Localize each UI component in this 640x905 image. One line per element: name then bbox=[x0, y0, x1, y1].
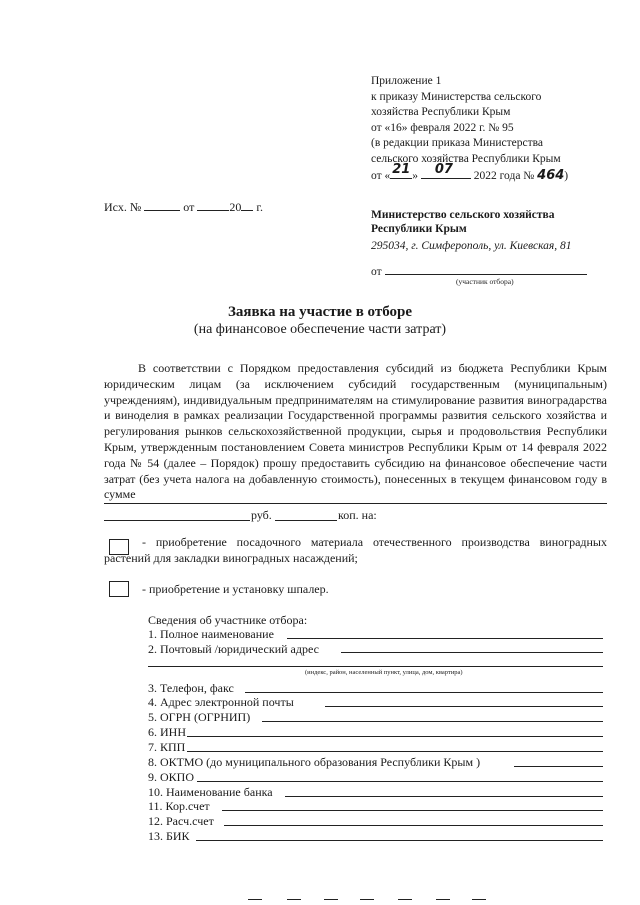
from-label: от bbox=[371, 266, 382, 278]
field-label-bik: 13. БИК bbox=[148, 829, 190, 843]
from-input-line[interactable] bbox=[385, 274, 587, 275]
participant-info-heading: Сведения об участнике отбора: bbox=[148, 613, 308, 627]
annex-line: (в редакции приказа Министерства bbox=[371, 137, 544, 149]
annex-header bbox=[371, 74, 568, 185]
field-label-full-name: 1. Полное наименование bbox=[148, 627, 274, 641]
field-input-address-line2[interactable] bbox=[148, 666, 603, 667]
field-input-full-name[interactable] bbox=[287, 638, 603, 639]
footer-line-fragment bbox=[472, 899, 486, 900]
footer-line-fragment bbox=[398, 899, 412, 900]
field-input-bik[interactable] bbox=[196, 840, 603, 841]
field-label-address: 2. Почтовый /юридический адрес bbox=[148, 642, 319, 656]
ref-year-label: 20 bbox=[229, 200, 242, 214]
footer-line-fragment bbox=[324, 899, 338, 900]
body-paragraph: В соответствии с Порядком предоставления субсидий из бюджета Республики Крым юридическим лицам (за исключением субсидий государственным (муниципальным) учреждениям), индивидуальным предпринимателям на стимулирование развития виноградарства и виноделия в рамках реализации Государственной программы развития сельского хозяйства и регулирования рынков сельскохозяйственной продукции, сырья и продовольствия Республики Крым, утвержденным постановлением Совета министров Республики Крым от 14 февраля 2022 года № 54 (далее – Порядок) прошу предоставить субсидию на финансовое обеспечение части затрат (без учета налога на добавленную стоимость), понесенных в текущем финансовом году в сумме bbox=[104, 361, 607, 502]
field-label-bank-name: 10. Наименование банка bbox=[148, 785, 273, 799]
from-field bbox=[371, 265, 382, 279]
handwritten-order-number: 464 bbox=[537, 168, 565, 183]
annex-line: хозяйства Республики Крым bbox=[371, 106, 511, 118]
annex-line: Приложение 1 bbox=[371, 75, 442, 87]
field-input-kpp[interactable] bbox=[187, 751, 603, 752]
field-label-corr-account: 11. Кор.счет bbox=[148, 799, 210, 813]
page-title: Заявка на участие в отборе bbox=[227, 304, 413, 320]
annex-date-mid: » bbox=[412, 170, 418, 182]
option-text-trellis: - приобретение и установку шпалер. bbox=[142, 582, 329, 596]
annex-line: к приказу Министерства сельского bbox=[371, 90, 542, 103]
field-label-settlement-account: 12. Расч.счет bbox=[148, 814, 214, 828]
annex-date-prefix: от « bbox=[371, 170, 391, 182]
option-checkbox-trellis[interactable] bbox=[109, 581, 129, 597]
annex-month-field bbox=[421, 162, 471, 179]
field-label-email: 4. Адрес электронной почты bbox=[148, 695, 294, 709]
field-label-okpo: 9. ОКПО bbox=[148, 770, 195, 784]
amount-input-line[interactable] bbox=[104, 503, 607, 504]
field-label-kpp: 7. КПП bbox=[148, 740, 186, 754]
ref-year-suffix: г. bbox=[256, 200, 263, 214]
amount-kop-field[interactable] bbox=[275, 520, 337, 521]
ref-date-field[interactable] bbox=[197, 199, 229, 211]
ref-number-label: Исх. № bbox=[104, 200, 142, 214]
rub-label: руб. bbox=[251, 508, 272, 522]
annex-date-suffix: ) bbox=[564, 170, 569, 182]
option-text-planting-material: - приобретение посадочного материала отечественного производства виноградных растений для закладки виноградных насаждений; bbox=[104, 535, 607, 565]
field-input-email[interactable] bbox=[325, 706, 603, 707]
field-input-inn[interactable] bbox=[187, 736, 603, 737]
field-input-ogrn[interactable] bbox=[262, 721, 603, 722]
ref-year-field[interactable] bbox=[241, 199, 253, 211]
field-input-corr-account[interactable] bbox=[222, 810, 603, 811]
handwritten-day: 21 bbox=[392, 162, 411, 177]
from-caption: (участник отбора) bbox=[456, 277, 514, 286]
ref-from-label: от bbox=[183, 200, 195, 214]
annex-year-number-label: 2022 года № bbox=[473, 170, 535, 182]
handwritten-month: 07 bbox=[434, 162, 453, 177]
amount-rub-field[interactable] bbox=[104, 520, 250, 521]
field-input-phone[interactable] bbox=[245, 692, 603, 693]
annex-day-field bbox=[390, 162, 412, 179]
footer-line-fragment bbox=[360, 899, 374, 900]
field-label-phone: 3. Телефон, факс bbox=[148, 681, 234, 695]
field-input-okpo[interactable] bbox=[197, 781, 603, 782]
annex-line: сельского хозяйства Республики Крым bbox=[371, 152, 561, 165]
field-input-address[interactable] bbox=[341, 652, 603, 653]
footer-line-fragment bbox=[436, 899, 450, 900]
footer-line-fragment bbox=[287, 899, 301, 900]
field-label-oktmo: 8. ОКТМО (до муниципального образования Республики Крым ) bbox=[148, 755, 481, 769]
field-input-settlement-account[interactable] bbox=[224, 825, 603, 826]
field-input-bank-name[interactable] bbox=[285, 796, 603, 797]
ref-number-field[interactable] bbox=[144, 199, 180, 211]
annex-line: от «16» февраля 2022 г. № 95 bbox=[371, 121, 514, 134]
annex-edition-date bbox=[371, 162, 569, 185]
recipient-name: Министерство сельского хозяйства bbox=[371, 209, 555, 221]
address-caption: (индекс, район, населенный пункт, улица, дом, квартира) bbox=[305, 669, 463, 676]
kop-label: коп. на: bbox=[338, 508, 377, 522]
outgoing-reference bbox=[104, 199, 263, 214]
page-subtitle: (на финансовое обеспечение части затрат) bbox=[193, 322, 447, 337]
recipient-block bbox=[371, 208, 572, 253]
field-label-inn: 6. ИНН bbox=[148, 725, 186, 739]
footer-line-fragment bbox=[248, 899, 262, 900]
field-input-oktmo[interactable] bbox=[514, 766, 603, 767]
recipient-address: 295034, г. Симферополь, ул. Киевская, 81 bbox=[371, 240, 572, 252]
field-label-ogrn: 5. ОГРН (ОГРНИП) bbox=[148, 710, 251, 724]
recipient-name: Республики Крым bbox=[371, 223, 467, 235]
